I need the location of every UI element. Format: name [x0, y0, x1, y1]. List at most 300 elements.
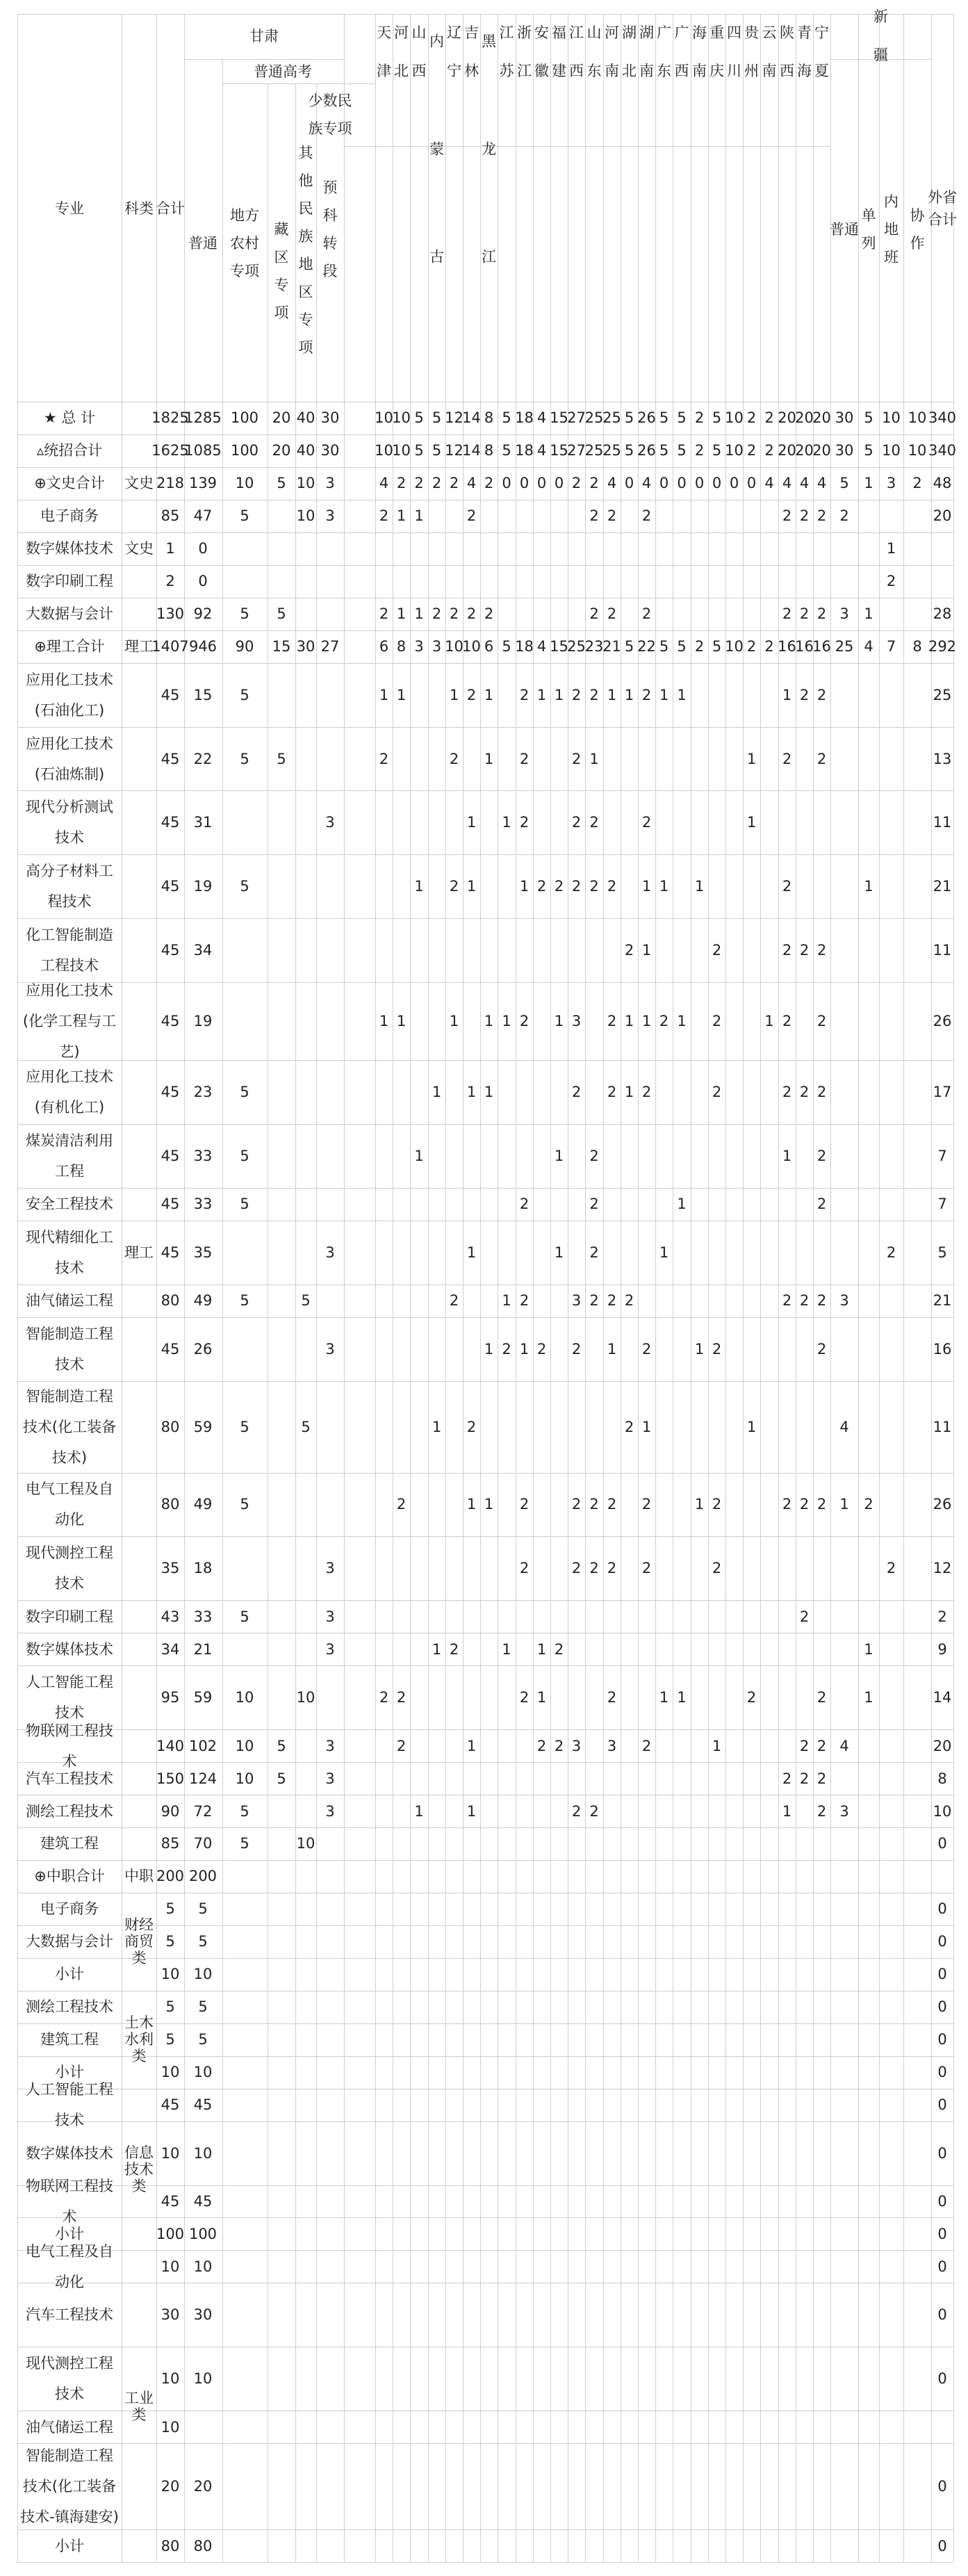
- cell-total: 85: [161, 507, 180, 525]
- kelei-label: 信息技术类: [124, 2144, 154, 2195]
- cell-province: 1: [746, 1418, 757, 1435]
- cell-province: 1: [396, 1013, 407, 1030]
- cell-province: 2: [817, 605, 827, 623]
- cell-province: 2: [589, 1244, 599, 1261]
- cell-putong: 30: [193, 2306, 213, 2324]
- cell-province: 2: [712, 1013, 722, 1030]
- cell-province: 3: [571, 1013, 582, 1030]
- cell-province: 2: [589, 1560, 599, 1577]
- col-divider: [375, 402, 376, 2562]
- cell-province: 25: [602, 409, 621, 427]
- header-province: 河南: [605, 24, 619, 79]
- cell-province: 0: [554, 475, 564, 492]
- cell-province: 2: [379, 507, 389, 525]
- row-name: 电子商务: [40, 507, 99, 525]
- cell-province: 2: [607, 1560, 617, 1577]
- cell-putong: 34: [193, 942, 213, 959]
- cell-zang: 5: [277, 1737, 286, 1754]
- cell-province: 2: [817, 1770, 827, 1787]
- table-bottom-border: [17, 2562, 953, 2563]
- cell-province: 2: [536, 1737, 547, 1754]
- cell-province: 1: [624, 1013, 634, 1030]
- cell-total: 80: [161, 1496, 180, 1513]
- cell-xinjiang: 3: [886, 475, 896, 492]
- cell-minzu: 30: [296, 638, 315, 655]
- cell-province: 2: [607, 507, 617, 525]
- header-province: 安徽: [534, 24, 549, 79]
- cell-province: 2: [519, 1013, 530, 1030]
- cell-province: 1: [694, 1496, 705, 1513]
- cell-xinjiang: 2: [839, 507, 849, 525]
- cell-outside-total: 11: [933, 814, 952, 831]
- row-name: 小计: [55, 2537, 84, 2554]
- header-province: 广西: [674, 24, 689, 79]
- cell-province: 5: [624, 409, 634, 427]
- cell-zang: 5: [277, 605, 286, 623]
- cell-province: 5: [677, 409, 687, 427]
- cell-province: 1: [502, 1640, 511, 1658]
- cell-total: 10: [161, 2064, 180, 2081]
- cell-province: 2: [782, 1013, 792, 1030]
- cell-outside-total: 20: [933, 507, 952, 525]
- cell-province: 5: [712, 409, 722, 427]
- cell-nongcun: 100: [230, 442, 259, 459]
- header-xinjiang: 新疆: [873, 8, 888, 63]
- cell-province: 2: [484, 475, 494, 492]
- row-name: 汽车工程技术: [26, 1770, 113, 1787]
- cell-province: 2: [817, 1802, 827, 1820]
- cell-province: 1: [536, 1689, 547, 1706]
- row-name: 小计: [55, 1966, 84, 1983]
- cell-province: 0: [746, 475, 757, 492]
- header-province: 海南: [692, 24, 707, 79]
- cell-total: 10: [161, 2144, 180, 2162]
- cell-putong: 19: [193, 878, 213, 895]
- cell-province: 2: [589, 1292, 599, 1310]
- row-name: ⊕文史合计: [34, 475, 105, 492]
- cell-province: 2: [641, 605, 652, 623]
- row-name: 油气储运工程: [26, 1292, 113, 1310]
- header-province: 浙江: [517, 24, 532, 79]
- cell-putong: 59: [193, 1418, 213, 1435]
- cell-province: 2: [589, 507, 599, 525]
- row-name: 应用化工技术(石油化工): [26, 671, 113, 719]
- cell-province: 2: [519, 750, 530, 767]
- cell-province: 2: [449, 605, 459, 623]
- cell-province: 2: [641, 1737, 652, 1754]
- cell-outside-total: 17: [933, 1084, 952, 1101]
- row-name: 汽车工程技术: [26, 2306, 113, 2324]
- cell-nongcun: 5: [240, 750, 249, 767]
- cell-province: 2: [782, 1770, 792, 1787]
- row-name: 小计: [55, 2064, 84, 2081]
- cell-minzu: 10: [296, 507, 315, 525]
- header-yuke: 预科转段: [322, 179, 338, 279]
- cell-total: 2: [165, 573, 175, 590]
- cell-outside-total: 0: [937, 2193, 947, 2210]
- cell-province: 2: [571, 878, 582, 895]
- cell-province: 1: [502, 1292, 511, 1310]
- cell-putong: 10: [193, 1966, 213, 1983]
- cell-province: 2: [571, 1340, 582, 1358]
- cell-province: 1: [677, 686, 687, 703]
- cell-province: 2: [432, 605, 442, 623]
- cell-province: 2: [589, 878, 599, 895]
- header-divider: [222, 59, 223, 402]
- header-province: 天津: [377, 24, 391, 79]
- cell-putong: 946: [188, 638, 218, 655]
- cell-province: 27: [567, 409, 586, 427]
- cell-putong: 80: [193, 2537, 213, 2554]
- cell-xinjiang: 1: [864, 1689, 873, 1706]
- cell-total: 140: [156, 1737, 185, 1754]
- header-province: 贵州: [744, 24, 759, 79]
- header-province: 广东: [657, 24, 671, 79]
- cell-total: 43: [161, 1608, 180, 1625]
- col-divider: [533, 402, 534, 2562]
- cell-province: 5: [624, 638, 634, 655]
- cell-province: 1: [536, 1640, 547, 1658]
- cell-province: 1: [554, 1013, 564, 1030]
- cell-zang: 5: [277, 1770, 286, 1787]
- cell-total: 100: [156, 2225, 185, 2242]
- cell-outside-total: 0: [937, 2370, 947, 2388]
- cell-province: 2: [764, 409, 774, 427]
- cell-province: 5: [659, 442, 669, 459]
- cell-province: 0: [729, 475, 739, 492]
- cell-province: 0: [624, 475, 634, 492]
- cell-province: 1: [414, 507, 424, 525]
- cell-nongcun: 10: [235, 1737, 254, 1754]
- cell-total: 45: [161, 1340, 180, 1358]
- cell-nongcun: 90: [235, 638, 254, 655]
- header-divider: [903, 14, 904, 402]
- cell-province: 2: [624, 1418, 634, 1435]
- col-divider: [222, 402, 223, 2562]
- cell-putong: 15: [193, 686, 213, 703]
- header-qita-minzu: 其他民族地区专项: [298, 145, 313, 356]
- col-divider: [879, 402, 880, 2562]
- row-name: 物联网工程技术: [26, 1722, 113, 1770]
- col-divider: [463, 402, 464, 2562]
- row-name: 物联网工程技术: [26, 2178, 113, 2225]
- cell-province: 1: [484, 1013, 494, 1030]
- header-province: 福建: [552, 24, 566, 79]
- cell-zang: 20: [272, 409, 291, 427]
- cell-outside-total: 10: [933, 1802, 952, 1820]
- cell-putong: 45: [193, 2193, 213, 2210]
- row-name: ▵统招合计: [36, 442, 103, 459]
- cell-total: 10: [161, 1966, 180, 1983]
- cell-province: 4: [641, 475, 652, 492]
- row-name: 建筑工程: [40, 1835, 99, 1852]
- cell-total: 95: [161, 1689, 180, 1706]
- row-name: 大数据与会计: [26, 605, 113, 623]
- row-kelei: 文史: [124, 475, 154, 492]
- cell-minzu: 40: [296, 442, 315, 459]
- row-name: 应用化工技术(化学工程与工艺): [22, 982, 117, 1061]
- cell-putong: 124: [188, 1770, 218, 1787]
- row-name: 电气工程及自动化: [26, 2242, 113, 2290]
- cell-xinjiang: 4: [839, 1418, 849, 1435]
- cell-province: 1: [396, 686, 407, 703]
- cell-putong: 70: [193, 1835, 213, 1852]
- row-name: 现代精细化工技术: [26, 1228, 113, 1276]
- cell-province: 2: [764, 442, 774, 459]
- cell-province: 5: [502, 442, 511, 459]
- cell-outside-total: 0: [937, 2225, 947, 2242]
- cell-putong: 5: [198, 1900, 208, 1918]
- row-name: 电子商务: [40, 1900, 99, 1918]
- cell-province: 6: [484, 638, 494, 655]
- cell-putong: 20: [193, 2478, 213, 2495]
- cell-total: 45: [161, 1013, 180, 1030]
- header-kelei: 科类: [124, 200, 154, 217]
- cell-province: 2: [571, 1560, 582, 1577]
- cell-province: 2: [641, 1560, 652, 1577]
- cell-xinjiang: 3: [839, 605, 849, 623]
- cell-province: 2: [466, 686, 477, 703]
- col-divider: [316, 402, 317, 2562]
- header-province: 青海: [797, 24, 812, 79]
- cell-province: 1: [484, 1496, 494, 1513]
- row-name: 现代测控工程技术: [26, 1544, 113, 1592]
- cell-yuke: 3: [325, 1608, 335, 1625]
- cell-province: 1: [746, 750, 757, 767]
- cell-nongcun: 5: [240, 1418, 249, 1435]
- cell-xinjiang: 30: [835, 442, 854, 459]
- cell-province: 2: [799, 1608, 810, 1625]
- cell-province: 2: [817, 1689, 827, 1706]
- cell-putong: 5: [198, 1933, 208, 1950]
- cell-province: 2: [817, 750, 827, 767]
- cell-province: 1: [466, 1496, 477, 1513]
- cell-province: 12: [445, 442, 464, 459]
- row-name: 大数据与会计: [26, 1933, 113, 1950]
- cell-province: 25: [584, 409, 604, 427]
- cell-province: 1: [466, 1244, 477, 1261]
- row-name: 数字媒体技术: [26, 540, 113, 557]
- cell-putong: 45: [193, 2096, 213, 2114]
- cell-province: 2: [607, 1292, 617, 1310]
- cell-province: 14: [462, 442, 481, 459]
- cell-total: 10: [161, 2258, 180, 2275]
- cell-province: 5: [414, 409, 424, 427]
- cell-province: 20: [812, 442, 831, 459]
- cell-province: 2: [694, 638, 705, 655]
- cell-province: 4: [536, 409, 547, 427]
- cell-province: 2: [817, 1737, 827, 1754]
- cell-province: 1: [694, 878, 705, 895]
- cell-province: 2: [449, 475, 459, 492]
- header-province: 内蒙古: [429, 33, 444, 266]
- cell-province: 2: [607, 1496, 617, 1513]
- cell-outside-total: 2: [937, 1608, 947, 1625]
- cell-putong: 31: [193, 814, 213, 831]
- cell-xinjiang: 10: [908, 442, 927, 459]
- cell-province: 18: [515, 442, 534, 459]
- cell-total: 5: [165, 1998, 175, 2016]
- header-xj-neidi: 内地班: [884, 193, 899, 266]
- cell-outside-total: 0: [937, 1933, 947, 1950]
- cell-xinjiang: 2: [886, 573, 896, 590]
- row-name: 现代分析测试技术: [26, 799, 113, 847]
- cell-province: 2: [414, 475, 424, 492]
- cell-outside-total: 13: [933, 750, 952, 767]
- cell-province: 2: [712, 1560, 722, 1577]
- cell-province: 1: [396, 605, 407, 623]
- cell-province: 16: [795, 638, 814, 655]
- header-province: 辽宁: [447, 24, 461, 79]
- cell-zang: 5: [277, 750, 286, 767]
- cell-outside-total: 21: [933, 878, 952, 895]
- header-shaoshu-minzu: 少数民族专项: [308, 92, 352, 137]
- col-divider: [344, 402, 345, 2562]
- header-xj-putong: 普通: [830, 221, 859, 238]
- cell-province: 1: [554, 1244, 564, 1261]
- col-divider: [428, 402, 429, 2562]
- cell-xinjiang: 4: [839, 1737, 849, 1754]
- cell-province: 2: [589, 1802, 599, 1820]
- cell-nongcun: 5: [240, 878, 249, 895]
- cell-putong: 49: [193, 1292, 213, 1310]
- cell-total: 218: [156, 475, 185, 492]
- cell-province: 1: [536, 686, 547, 703]
- cell-province: 4: [379, 475, 389, 492]
- header-heji: 合计: [156, 200, 185, 217]
- cell-province: 4: [607, 475, 617, 492]
- cell-province: 2: [554, 878, 564, 895]
- cell-province: 2: [746, 638, 757, 655]
- cell-nongcun: 5: [240, 1802, 249, 1820]
- cell-province: 2: [449, 750, 459, 767]
- cell-province: 2: [519, 1292, 530, 1310]
- kelei-label: 财经商贸类: [124, 1916, 154, 1967]
- cell-province: 5: [712, 638, 722, 655]
- cell-total: 45: [161, 1196, 180, 1213]
- cell-province: 1: [484, 750, 494, 767]
- cell-province: 1: [624, 1084, 634, 1101]
- header-province: 云南: [762, 24, 777, 79]
- cell-province: 0: [536, 475, 547, 492]
- cell-province: 2: [712, 942, 722, 959]
- cell-outside-total: 0: [937, 2064, 947, 2081]
- cell-xinjiang: 10: [882, 442, 901, 459]
- cell-province: 1: [414, 605, 424, 623]
- cell-province: 2: [519, 814, 530, 831]
- cell-province: 1: [589, 750, 599, 767]
- header-divider: [295, 83, 296, 402]
- cell-putong: 23: [193, 1084, 213, 1101]
- cell-total: 45: [161, 2193, 180, 2210]
- row-name: 小计: [55, 2225, 84, 2242]
- cell-province: 1: [764, 1013, 774, 1030]
- row-name: 现代测控工程技术: [26, 2355, 113, 2403]
- cell-total: 85: [161, 1835, 180, 1852]
- cell-xinjiang: 5: [839, 475, 849, 492]
- cell-xinjiang: 1: [864, 605, 873, 623]
- cell-outside-total: 0: [937, 1998, 947, 2016]
- cell-province: 2: [536, 1340, 547, 1358]
- cell-province: 2: [519, 1560, 530, 1577]
- cell-outside-total: 0: [937, 2031, 947, 2048]
- cell-province: 10: [725, 638, 744, 655]
- cell-province: 5: [502, 638, 511, 655]
- cell-outside-total: 340: [928, 409, 957, 427]
- cell-province: 1: [466, 878, 477, 895]
- cell-province: 2: [799, 1770, 810, 1787]
- header-gansu: 甘肃: [249, 28, 279, 44]
- row-name: 电气工程及自动化: [26, 1481, 113, 1529]
- cell-province: 2: [782, 1084, 792, 1101]
- cell-yuke: 3: [325, 1640, 335, 1658]
- cell-nongcun: 5: [240, 686, 249, 703]
- header-divider: [858, 14, 859, 402]
- cell-province: 2: [554, 1737, 564, 1754]
- cell-province: 2: [799, 1292, 810, 1310]
- header-divider: [760, 14, 761, 402]
- row-name: 建筑工程: [40, 2031, 99, 2048]
- cell-outside-total: 14: [933, 1689, 952, 1706]
- cell-nongcun: 5: [240, 1835, 249, 1852]
- cell-province: 2: [746, 409, 757, 427]
- cell-total: 200: [156, 1868, 185, 1885]
- col-divider: [813, 402, 814, 2562]
- cell-province: 2: [746, 442, 757, 459]
- cell-province: 4: [817, 475, 827, 492]
- cell-province: 2: [817, 1084, 827, 1101]
- cell-province: 20: [795, 442, 814, 459]
- cell-xinjiang: 30: [835, 409, 854, 427]
- cell-outside-total: 0: [937, 2306, 947, 2324]
- header-province: 宁夏: [814, 24, 829, 79]
- cell-province: 2: [624, 1292, 634, 1310]
- cell-total: 45: [161, 1244, 180, 1261]
- row-name: 高分子材料工程技术: [26, 863, 113, 911]
- header-province: 河北: [394, 24, 409, 79]
- cell-province: 2: [449, 1640, 459, 1658]
- cell-province: 2: [624, 942, 634, 959]
- col-divider: [725, 402, 726, 2562]
- header-xj-xiezuo: 协作: [910, 207, 925, 252]
- cell-province: 20: [778, 409, 796, 427]
- cell-province: 10: [375, 409, 393, 427]
- cell-province: 5: [432, 409, 442, 427]
- cell-putong: 21: [193, 1640, 213, 1658]
- cell-province: 0: [519, 475, 530, 492]
- cell-province: 10: [725, 442, 744, 459]
- cell-total: 1407: [151, 638, 189, 655]
- cell-province: 2: [379, 750, 389, 767]
- cell-province: 26: [637, 409, 656, 427]
- cell-total: 45: [161, 686, 180, 703]
- row-name: 应用化工技术(石油炼制): [26, 735, 113, 783]
- cell-province: 4: [764, 475, 774, 492]
- cell-province: 1: [484, 686, 494, 703]
- cell-putong: 0: [198, 540, 208, 557]
- cell-province: 2: [466, 605, 477, 623]
- cell-province: 1: [624, 686, 634, 703]
- cell-zang: 15: [272, 638, 291, 655]
- col-divider: [638, 402, 639, 2562]
- cell-province: 2: [641, 1084, 652, 1101]
- cell-province: 1: [466, 1084, 477, 1101]
- cell-province: 2: [379, 1689, 389, 1706]
- header-line: [184, 59, 344, 60]
- cell-province: 3: [571, 1292, 582, 1310]
- header-waisheng: 外省合计: [928, 189, 957, 228]
- cell-province: 2: [782, 750, 792, 767]
